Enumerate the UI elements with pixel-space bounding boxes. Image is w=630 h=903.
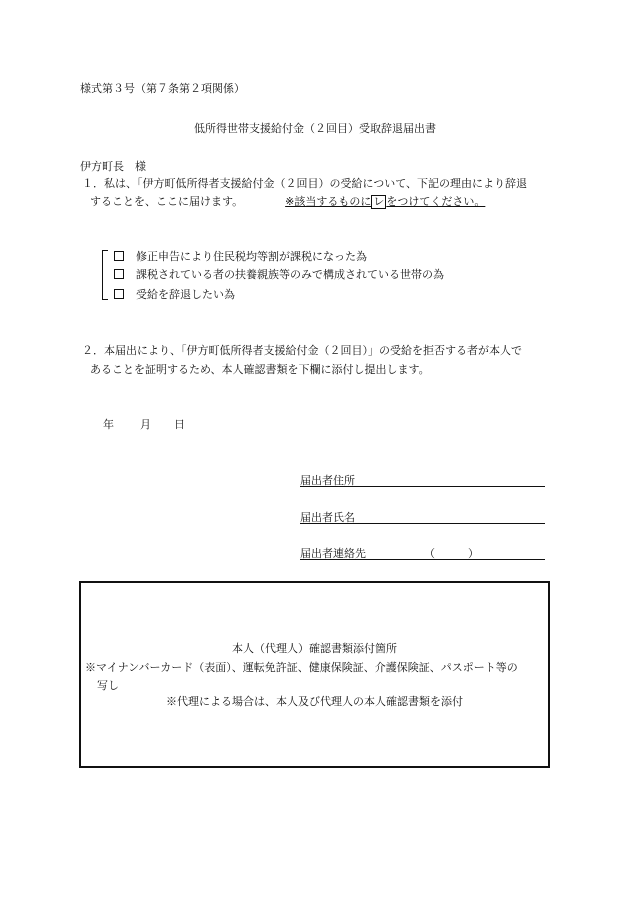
form-number: 様式第３号（第７条第２項関係）	[80, 82, 245, 95]
date-month[interactable]: 月	[140, 418, 151, 431]
check-mark-sample: レ	[373, 195, 385, 208]
date-year[interactable]: 年	[103, 418, 114, 431]
applicant-address-label: 届出者住所	[300, 474, 355, 487]
id-document-attachment-box[interactable]	[79, 581, 550, 768]
contact-area-code: （ ）	[424, 547, 479, 560]
section1-line2: することを、ここに届けます。	[90, 195, 244, 208]
applicant-contact-field[interactable]	[300, 545, 545, 560]
reason-option-3[interactable]	[114, 286, 235, 302]
checkbox-2[interactable]	[114, 269, 124, 279]
section2-line1: ２．本届出により、「伊方町低所得者支援給付金（２回目）」の受給を拒否する者が本人で	[82, 344, 522, 357]
reason-option-1[interactable]	[114, 248, 367, 264]
check-instruction-after: をつけてください。	[386, 195, 486, 208]
check-instruction	[285, 195, 485, 208]
reason-option-1-label: 修正申告により住民税均等割が課税になった為	[136, 250, 367, 263]
attachment-docs-line2: 写し	[97, 679, 119, 692]
applicant-address-field[interactable]	[300, 472, 545, 487]
section1-line2-row	[90, 193, 485, 209]
reason-option-3-label: 受給を辞退したい為	[136, 288, 235, 301]
addressee: 伊方町長 様	[80, 160, 146, 173]
page-title: 低所得世帯支援給付金（２回目）受取辞退届出書	[194, 122, 436, 135]
attachment-proxy-note: ※代理による場合は、本人及び代理人の本人確認書類を添付	[166, 695, 463, 708]
attachment-title: 本人（代理人）確認書類添付箇所	[232, 642, 397, 655]
date-day[interactable]: 日	[174, 418, 185, 431]
section1-line1: １．私は、「伊方町低所得者支援給付金（２回目）の受給について、下記の理由により辞退	[82, 177, 528, 190]
options-bracket	[102, 250, 108, 300]
section2-line2: あることを証明するため、本人確認書類を下欄に添付し提出します。	[90, 363, 430, 376]
applicant-contact-label: 届出者連絡先	[300, 547, 366, 560]
check-instruction-before: ※該当するものに	[285, 195, 372, 208]
attachment-docs-line1: ※マイナンバーカード（表面）、運転免許証、健康保険証、介護保険証、パスポート等の	[85, 661, 518, 674]
applicant-name-label: 届出者氏名	[300, 511, 355, 524]
checkbox-1[interactable]	[114, 251, 124, 261]
applicant-name-field[interactable]	[300, 509, 545, 524]
reason-option-2[interactable]	[114, 266, 444, 282]
checkbox-3[interactable]	[114, 289, 124, 299]
reason-option-2-label: 課税されている者の扶養親族等のみで構成されている世帯の為	[136, 268, 444, 281]
